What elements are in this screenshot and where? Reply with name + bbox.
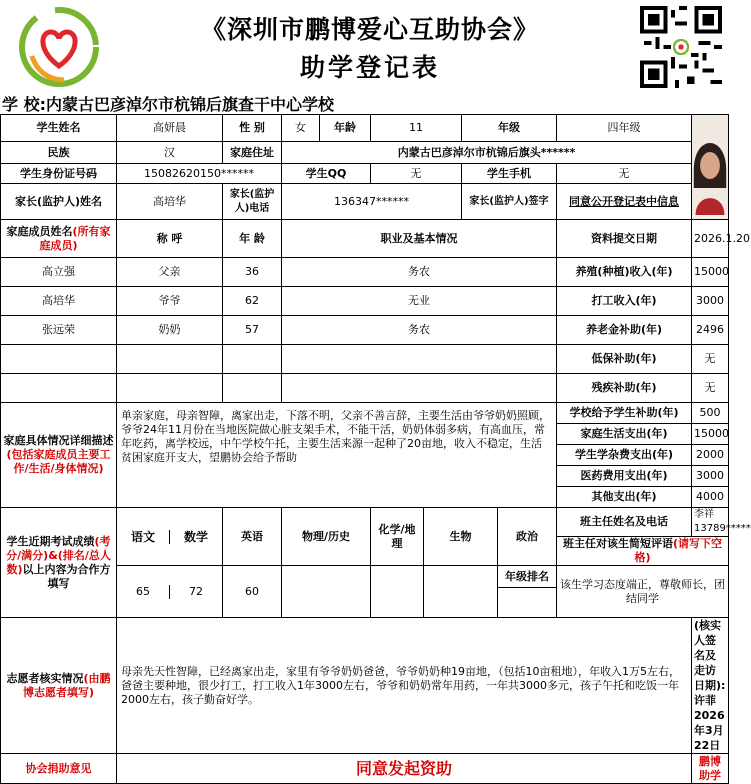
form-header (0, 0, 728, 90)
grade-rank-label: 年级排名 (498, 566, 557, 588)
gender-value: 女 (282, 115, 320, 142)
grade-label: 年级 (462, 115, 557, 142)
member-name (1, 345, 117, 374)
form-subtitle: 助学登记表 (299, 53, 440, 82)
submit-date-value: 2026.1.20 (692, 220, 729, 258)
association-sign: 鹏博助学 (692, 754, 729, 784)
gender-label: 性 别 (223, 115, 282, 142)
ethnicity-value: 汉 (117, 142, 223, 164)
subject-name: 化学/地理 (371, 508, 424, 566)
teacher-comment-label (557, 537, 729, 566)
family-desc-note: (包括家庭成员主要工作/生活/身体情况) (6, 448, 111, 475)
score-value: 65 (117, 585, 170, 599)
finance-value: 500 (692, 403, 729, 424)
volunteer-note: (由鹏博志愿者填写) (22, 671, 111, 699)
finance-label: 低保补助(年) (557, 345, 692, 374)
student-photo (692, 115, 729, 220)
finance-label: 养殖(种植)收入(年) (557, 258, 692, 287)
guardian-name-label: 家长(监护人)姓名 (1, 184, 117, 220)
verifier-label: (核实人签名及走访日期): (694, 619, 726, 692)
members-header-note: (所有家庭成员) (39, 224, 111, 252)
age-value: 11 (371, 115, 462, 142)
member-age (223, 345, 282, 374)
donation-opinion-value: 同意发起资助 (117, 754, 692, 784)
member-age (223, 374, 282, 403)
guardian-phone-label: 家长(监护人)电话 (223, 184, 282, 220)
member-name: 高培华 (1, 287, 117, 316)
member-row (1, 316, 729, 345)
subject-name: 生物 (424, 508, 498, 566)
member-occupation (282, 345, 557, 374)
member-relation: 奶奶 (117, 316, 223, 345)
member-name: 高立强 (1, 258, 117, 287)
grade-rank-value (498, 588, 557, 618)
finance-value: 15000 (692, 424, 729, 445)
finance-label: 学生学杂费支出(年) (557, 445, 692, 466)
member-row (1, 287, 729, 316)
finance-label: 学校给予学生补助(年) (557, 403, 692, 424)
finance-value: 15000 (692, 258, 729, 287)
address-label: 家庭住址 (223, 142, 282, 164)
verifier-name: 许菲 (694, 694, 716, 707)
subject-name: 英语 (223, 508, 282, 566)
member-age-header: 年 龄 (223, 220, 282, 258)
member-row (1, 374, 729, 403)
id-number-value: 15082620150****** (117, 164, 282, 184)
finance-label: 家庭生活支出(年) (557, 424, 692, 445)
qq-label: 学生QQ (282, 164, 371, 184)
subjects-header (117, 508, 223, 566)
teacher-info-value: 李祥13789***** (692, 508, 729, 537)
guardian-sign-label: 家长(监护人)签字 (462, 184, 557, 220)
score-value (371, 566, 424, 618)
student-phone-value: 无 (557, 164, 692, 184)
guardian-sign-value: 同意公开登记表中信息 (557, 184, 692, 220)
member-name (1, 374, 117, 403)
teacher-comment-note: (请写下空格) (634, 537, 723, 564)
finance-value: 无 (692, 345, 729, 374)
member-relation: 父亲 (117, 258, 223, 287)
finance-label: 其他支出(年) (557, 487, 692, 508)
member-relation (117, 345, 223, 374)
address-value: 内蒙古巴彦淖尔市杭锦后旗头****** (282, 142, 692, 164)
finance-value: 2496 (692, 316, 729, 345)
score-split (117, 566, 223, 618)
member-age: 62 (223, 287, 282, 316)
member-occupation (282, 374, 557, 403)
finance-value: 2000 (692, 445, 729, 466)
exam-note: (考分/满分)&(排名/总人数) (6, 534, 111, 576)
student-photo-image (692, 116, 728, 215)
guardian-name-value: 高培华 (117, 184, 223, 220)
verifier-block (692, 618, 729, 754)
id-number-label: 学生身份证号码 (1, 164, 117, 184)
grade-value: 四年级 (557, 115, 692, 142)
exam-label (1, 508, 117, 618)
occupation-header: 职业及基本情况 (282, 220, 557, 258)
volunteer-label (1, 618, 117, 754)
score-value (424, 566, 498, 618)
heart-logo (18, 6, 100, 88)
member-occupation: 无业 (282, 287, 557, 316)
finance-value: 3000 (692, 466, 729, 487)
family-desc-title: 家庭具体情况详细描述 (3, 434, 114, 447)
member-relation (117, 374, 223, 403)
exam-filler-note: 以上内容为合作方填写 (22, 562, 111, 590)
verify-date: 2026年3月22日 (694, 709, 725, 752)
finance-label: 医药费用支出(年) (557, 466, 692, 487)
donation-opinion-label: 协会捐助意见 (1, 754, 117, 784)
subject-name: 数学 (183, 529, 208, 544)
school-name: 学 校:内蒙古巴彦淖尔市杭锦后旗查干中心学校 (2, 95, 334, 114)
guardian-phone-value: 136347****** (282, 184, 462, 220)
finance-label: 打工收入(年) (557, 287, 692, 316)
subject-name: 物理/历史 (282, 508, 371, 566)
form-title: 《深圳市鹏博爱心互助协会》 (200, 15, 539, 44)
student-name-label: 学生姓名 (1, 115, 117, 142)
subject-name: 语文 (117, 530, 170, 544)
finance-value: 3000 (692, 287, 729, 316)
family-desc-label (1, 403, 117, 508)
volunteer-title: 志愿者核实情况 (6, 671, 84, 685)
student-name: 高妍晨 (117, 115, 223, 142)
member-row (1, 345, 729, 374)
registration-form (0, 114, 751, 784)
teacher-comment-value: 该生学习态度端正，尊敬师长，团结同学 (557, 566, 729, 618)
member-row (1, 258, 729, 287)
score-value (282, 566, 371, 618)
volunteer-text: 母亲先天性智障，已经离家出走，家里有爷爷奶奶爸爸，爷爷奶奶种19亩地，（包括10亩租地），年收入1万5左右，爸爸主要种地，很少打工，打工收入1年3000左右，爷爷和奶奶常年用药，一年共3000多元，孩子午托和吃饭一年2000左右，孩子勤奋好学。 (117, 618, 692, 754)
score-split-table (117, 585, 222, 599)
finance-label: 养老金补助(年) (557, 316, 692, 345)
age-label: 年龄 (320, 115, 371, 142)
members-header-text: 家庭成员姓名 (6, 224, 73, 238)
finance-label: 残疾补助(年) (557, 374, 692, 403)
qq-value: 无 (371, 164, 462, 184)
member-occupation: 务农 (282, 316, 557, 345)
teacher-comment-title: 班主任对该生简短评语 (562, 537, 673, 550)
relation-header: 称 呼 (117, 220, 223, 258)
member-relation: 爷爷 (117, 287, 223, 316)
finance-value: 4000 (692, 487, 729, 508)
member-name: 张远荣 (1, 316, 117, 345)
submit-date-label: 资料提交日期 (557, 220, 692, 258)
subjects-split (117, 530, 222, 544)
teacher-info-label: 班主任姓名及电话 (557, 508, 692, 537)
qr-code (640, 6, 722, 88)
finance-value: 无 (692, 374, 729, 403)
score-value: 72 (189, 584, 203, 598)
score-value: 60 (223, 566, 282, 618)
members-header (1, 220, 117, 258)
exam-title: 学生近期考试成绩 (6, 534, 95, 548)
member-age: 57 (223, 316, 282, 345)
student-phone-label: 学生手机 (462, 164, 557, 184)
ethnicity-label: 民族 (1, 142, 117, 164)
subject-name: 政治 (498, 508, 557, 566)
member-age: 36 (223, 258, 282, 287)
family-description: 单亲家庭，母亲智障，离家出走，下落不明，父亲不善言辞，主要生活由爷爷奶奶照顾，爷爷24年11月份在当地医院做心脏支架手术，不能干活，奶奶体弱多病，有高血压，常年吃药，离学校远，中午学校午托，主要生活来源一起种了20亩地，收入不稳定，生活贫困家庭开支大，望鹏协会给予帮助 (117, 403, 557, 508)
member-occupation: 务农 (282, 258, 557, 287)
